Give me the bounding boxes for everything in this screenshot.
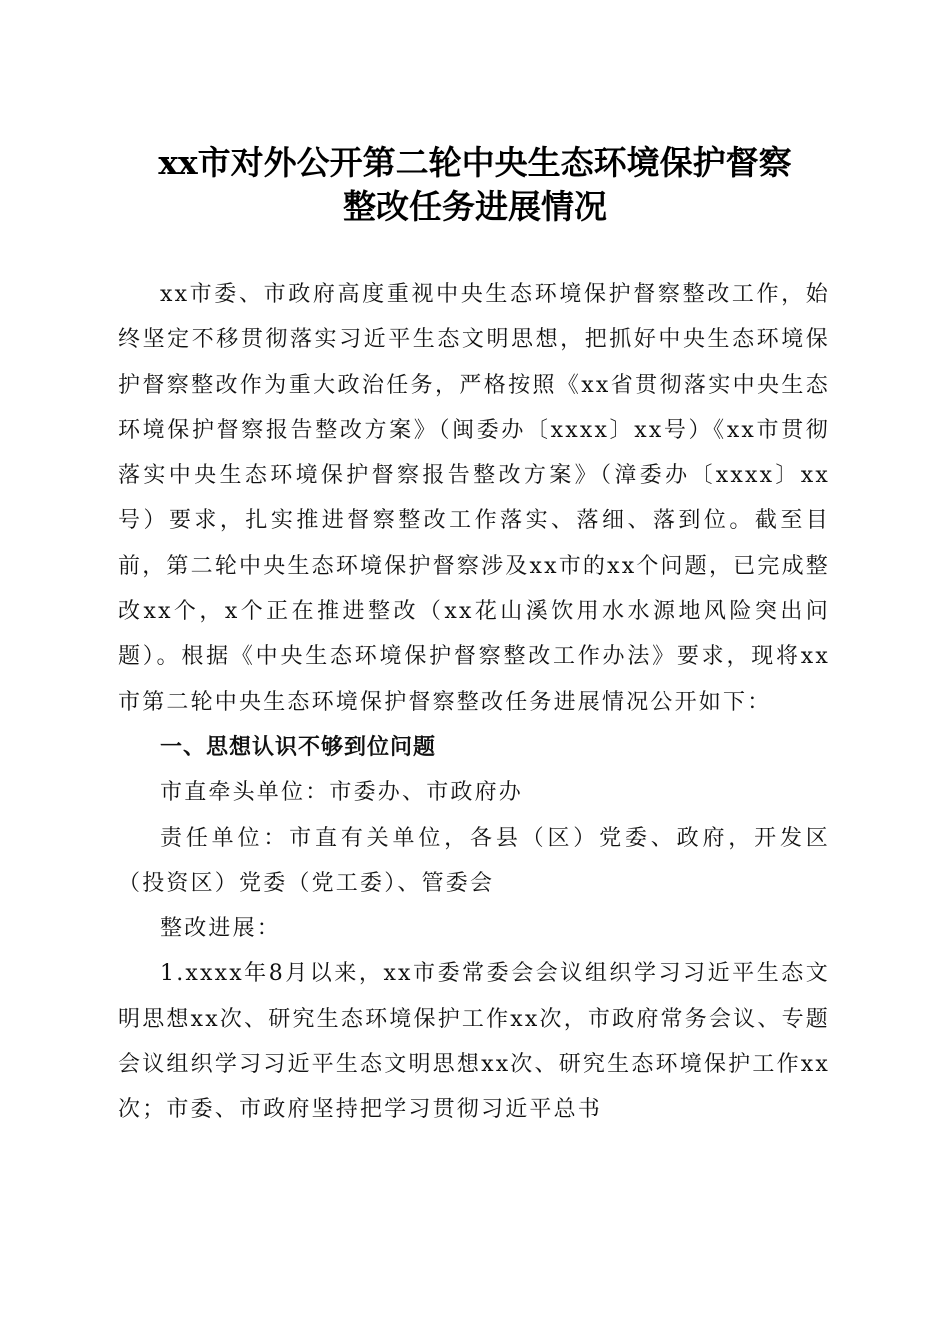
document-title-line-1: xx市对外公开第二轮中央生态环境保护督察 — [158, 143, 792, 182]
intro-paragraph: xx市委、市政府高度重视中央生态环境保护督察整改工作，始终坚定不移贯彻落实习近平生态文明思想，把抓好中央生态环境保护督察整改作为重大政治任务，严格按照《xx省贯彻落实中央生态环境保护督察报告整改方案》（闽委办〔xxxx〕xx号）《xx市贯彻落实中央生态环境保护督察报告整改方案》（漳委办〔xxxx〕xx号）要求，扎实推进督察整改工作落实、落细、落到位。截至目前，第二轮中央生态环境保护督察涉及xx市的xx个问题，已完成整改xx个，x个正在推进整改（xx花山溪饮用水水源地风险突出问题）。根据《中央生态环境保护督察整改工作办法》要求，现将xx市第二轮中央生态环境保护督察整改任务进展情况公开如下： — [118, 282, 830, 715]
lead-unit-line: 市直牵头单位：市委办、市政府办 — [160, 780, 524, 806]
document-title-line-2: 整改任务进展情况 — [343, 187, 607, 226]
progress-label: 整改进展： — [160, 916, 282, 942]
document-body — [118, 272, 830, 1133]
section-heading-1: 一、思想认识不够到位问题 — [160, 734, 437, 760]
responsible-units-paragraph: 责任单位：市直有关单位，各县（区）党委、政府，开发区（投资区）党委（党工委）、管委会 — [118, 825, 830, 896]
progress-item-1: 1.xxxx年8月以来，xx市委常委会会议组织学习习近平生态文明思想xx次、研究生态环境保护工作xx次，市政府常务会议、专题会议组织学习习近平生态文明思想xx次、研究生态环境保护工作xx次；市委、市政府坚持把学习贯彻习近平总书 — [118, 961, 830, 1123]
